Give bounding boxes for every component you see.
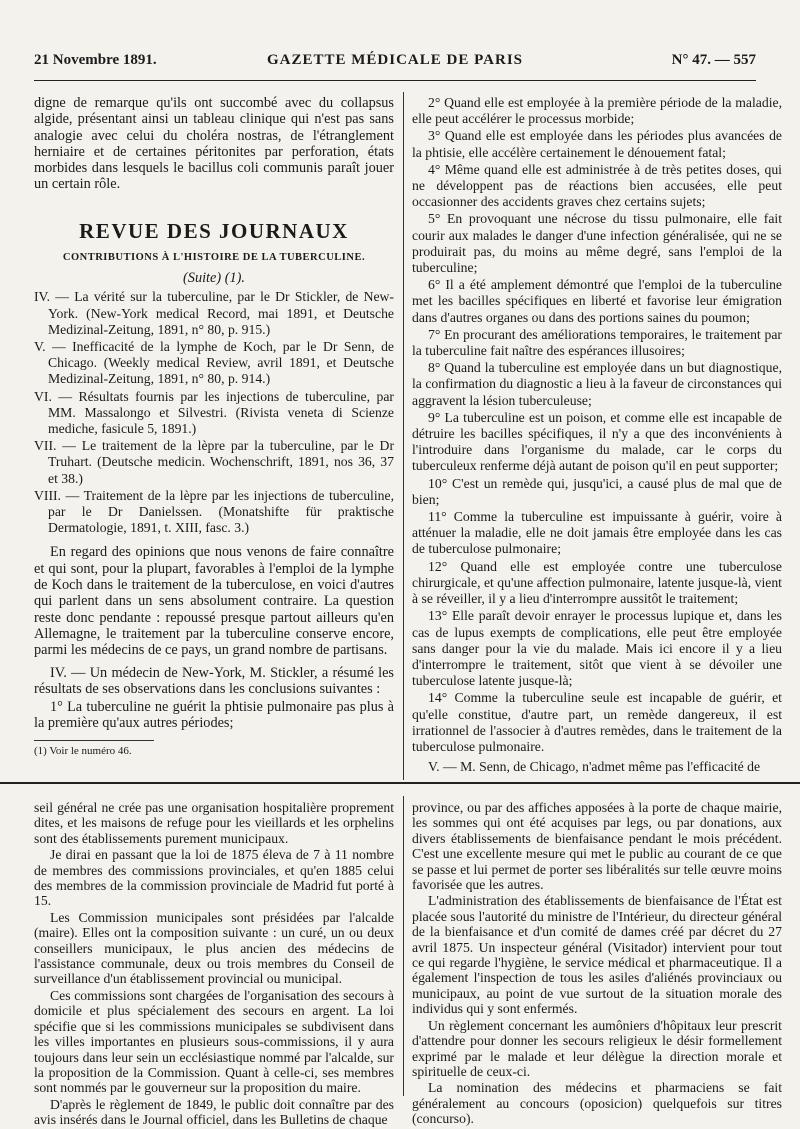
list-item: 7° En procurant des améliorations temporaires, le traitement par la tuberculine fait naître des espérances illusoires; [412,326,782,359]
page-divider [0,782,800,784]
lower-left-column [34,800,394,1129]
column-divider-upper [403,92,404,780]
header-date: 21 Novembre 1891. [34,52,157,68]
body-paragraph: Un règlement concernant les aumôniers d'hôpitaux leur prescrit d'attendre pour donner les secours religieux le désir formellement exprimé par le malade et leur délègue la direction morale et spirituelle de ceux-ci. [412,1017,782,1079]
upper-left-column [34,95,394,758]
intro-paragraph: digne de remarque qu'ils ont succombé avec du collapsus algide, présentant ainsi un tableau clinique qui n'est pas sans analogie avec celui du choléra nostras, de l'étranglement herniaire et de certaines péritonites par perforation, états morbides dans lesquels le bacillus coli communis paraît jouer un certain rôle. [34,95,394,193]
list-item: 2° Quand elle est employée à la première période de la maladie, elle peut accélérer le processus morbide; [412,95,782,127]
header-rule [34,80,756,81]
body-paragraph: 1° La tuberculine ne guérit la phtisie pulmonaire pas plus à la première qu'aux autres périodes; [34,699,394,732]
journal-entry: VI. — Résultats fournis par les injections de tuberculine, par MM. Massalongo et Silvestri. (Rivista veneta di Scienze mediche, fasicule 5, 1891.) [34,388,394,436]
body-paragraph: Les Commission municipales sont présidées par l'alcalde (maire). Elles ont la composition suivante : un curé, un ou deux conseillers municipaux, le plus ancien des médecins de l'assistance communale, deux ou trois membres du Conseil de surveillance d'un établissement provincial ou municipal. [34,909,394,987]
body-paragraph: La nomination des médecins et pharmaciens se fait généralement au concours (oposicion) quelquefois sur titres (concurso). [412,1080,782,1127]
list-item: 11° Comme la tuberculine est impuissante à guérir, voire à atténuer la maladie, elle ne doit jamais être employée dans les cas de tuberculose pulmonaire; [412,509,782,557]
body-paragraph: V. — M. Senn, de Chicago, n'admet même pas l'efficacité de [428,759,761,775]
section-subtitle: CONTRIBUTIONS À L'HISTOIRE DE LA TUBERCULINE. [62,251,366,263]
body-paragraph: province, ou par des affiches apposées à la porte de chaque mairie, les sommes qui ont été acquises par legs, ou par donations, aux divers établissements de bienfaisance pendant le mois précédent. C'est une excellente mesure qui met le public au courant de ce que se passe et lui permet de porter ses libéralités sur telle œuvre moins favorisée que les autres. [412,800,782,893]
upper-right-column [412,95,782,776]
body-paragraph: seil général ne crée pas une organisation hospitalière proprement dites, et les maisons de refuge pour les vieillards et les orphelins sont des établissements purement municipaux. [34,800,394,846]
footnote-rule [34,740,154,741]
journal-entry: V. — Inefficacité de la lymphe de Koch, par le Dr Senn, de Chicago. (Weekly medical Review, avril 1891, et Deutsche Medizinal-Zeitung, 1891, n° 80, p. 914.) [34,338,394,387]
column-divider-lower [403,796,404,1096]
journal-entry: VII. — Le traitement de la lèpre par la tuberculine, par le Dr Truhart. (Deutsche medicin. Wochenschrift, 1891, nos 36, 37 et 38.) [34,438,394,486]
suite-note: (Suite) (1). [183,270,245,287]
body-paragraph: IV. — Un médecin de New-York, M. Stickler, a résumé les résultats de ses observations dans les conclusions suivantes : [34,664,394,697]
list-item: 12° Quand elle est employée contre une tuberculose chirurgicale, et qu'une affection pulmonaire, latente jusque-là, vient à se réveiller, il y a lieu d'interrompre aussitôt le traitement; [412,558,782,607]
journal-entry: VIII. — Traitement de la lèpre par les injections de tuberculine, par le Dr Danielssen. (Monatshifte für praktische Dermatologie, 1891, t. XIII, fasc. 3.) [34,487,394,536]
list-item: 10° C'est un remède qui, jusqu'ici, a causé plus de mal que de bien; [412,475,782,507]
list-item: 6° Il a été amplement démontré que l'emploi de la tuberculine met les bacilles spécifiques en liberté et favorise leur émigration dans d'autres organes ou dans des portions saines du poumon; [412,277,782,325]
body-paragraph: En regard des opinions que nous venons de faire connaître et qui sont, pour la plupart, favorables à l'emploi de la lymphe de Koch dans le traitement de la tuberculose, en voici d'autres qui parlent dans un sens absolument contraire. La question reste donc pendante : repoussé presque partout ailleurs qu'en Allemagne, le traitement par la tuberculine conserve encore, parmi les médecins de ce pays, un grand nombre de partisans. [34,544,394,659]
list-item: 13° Elle paraît devoir enrayer le processus lupique et, dans les cas de lupus exempts de complications, elle peut être employée sans danger pour la vie du malade. Mais ici encore il y a lieu d'interrompre le traitement, sitôt que vient à se dévoiler une tuberculose latente jusque-là; [412,608,782,689]
body-paragraph: Ces commissions sont chargées de l'organisation des secours à domicile et plus spécialement des secours en argent. La loi spécifie que si les commissions municipales se subdivisent dans les villes importantes en plusieurs sous-commissions, il y aura toujours dans leur sein un ecclésiastique nommé par l'alcalde, sur la proposition de la Commission. Quant à celle-ci, ses membres sont nommés par le gouverneur sur la proposition du maire. [34,987,394,1096]
body-paragraph: L'administration des établissements de bienfaisance de l'État est placée sous l'autorité du ministre de l'Intérieur, du directeur général de la bienfaisance et d'un comité de dames créé par décret du 27 avril 1875. Un inspecteur général (Visitador) intervient pour tout ce qui regarde l'hygiène, le service médical et pharmaceutique. Il a également l'inspection de tous les asiles d'aliénés provinciaux ou municipaux, au point de vue surtout de la situation morale des individus qui y sont enfermés. [412,893,782,1017]
list-item: 8° Quand la tuberculine est employée dans un but diagnostique, la confirmation du diagnostic a lieu à la faveur de circonstances qui aggravent la lésion tuberculeuse; [412,360,782,408]
lower-right-column [412,800,782,1128]
list-item: 9° La tuberculine est un poison, et comme elle est incapable de détruire les bacilles spécifiques, il n'y a que des inconvénients à l'introduire dans l'organisme du malade, car le corps du tuberculeux renferme déjà autant de poison qu'il en peut supporter; [412,409,782,474]
page-header [34,52,756,76]
list-item: 3° Quand elle est employée dans les périodes plus avancées de la phtisie, elle accélère certainement le dénouement fatal; [412,128,782,160]
list-item: 4° Même quand elle est administrée à de très petites doses, qui ne développent pas de réactions bien accusées, elle peut occasionner des accidents graves chez certains sujets; [412,161,782,210]
section-title: REVUE DES JOURNAUX [79,218,349,243]
list-item: 14° Comme la tuberculine seule est incapable de guérir, et qu'elle constitue, d'autre part, un remède dangereux, il est irrationnel de l'associer à d'autres remèdes, dans le traitement de la tuberculose pulmonaire. [412,690,782,754]
body-paragraph: D'après le règlement de 1849, le public doit connaître par des avis insérés dans le Journal officiel, dans les Bulletins de chaque [34,1096,394,1128]
header-page-number: N° 47. — 557 [671,52,756,68]
header-title: GAZETTE MÉDICALE DE PARIS [266,52,523,68]
body-paragraph: Je dirai en passant que la loi de 1875 éleva de 7 à 11 nombre de membres des commissions provinciales, et qu'en 1885 celui des membres de la commission provinciale de Madrid fut porté à 15. [34,847,394,909]
journal-entry: IV. — La vérité sur la tuberculine, par le Dr Stickler, de New-York. (New-York medical Record, mai 1891, et Deutsche Medizinal-Zeitung, 1891, n° 80, p. 915.) [34,289,394,337]
footnote: (1) Voir le numéro 46. [34,744,132,757]
list-item: 5° En provoquant une nécrose du tissu pulmonaire, elle fait courir aux malades le danger d'une infection généralisée, qui ne se produirait pas, du moins au même degré, sans l'emploi de la tuberculine; [412,211,782,276]
